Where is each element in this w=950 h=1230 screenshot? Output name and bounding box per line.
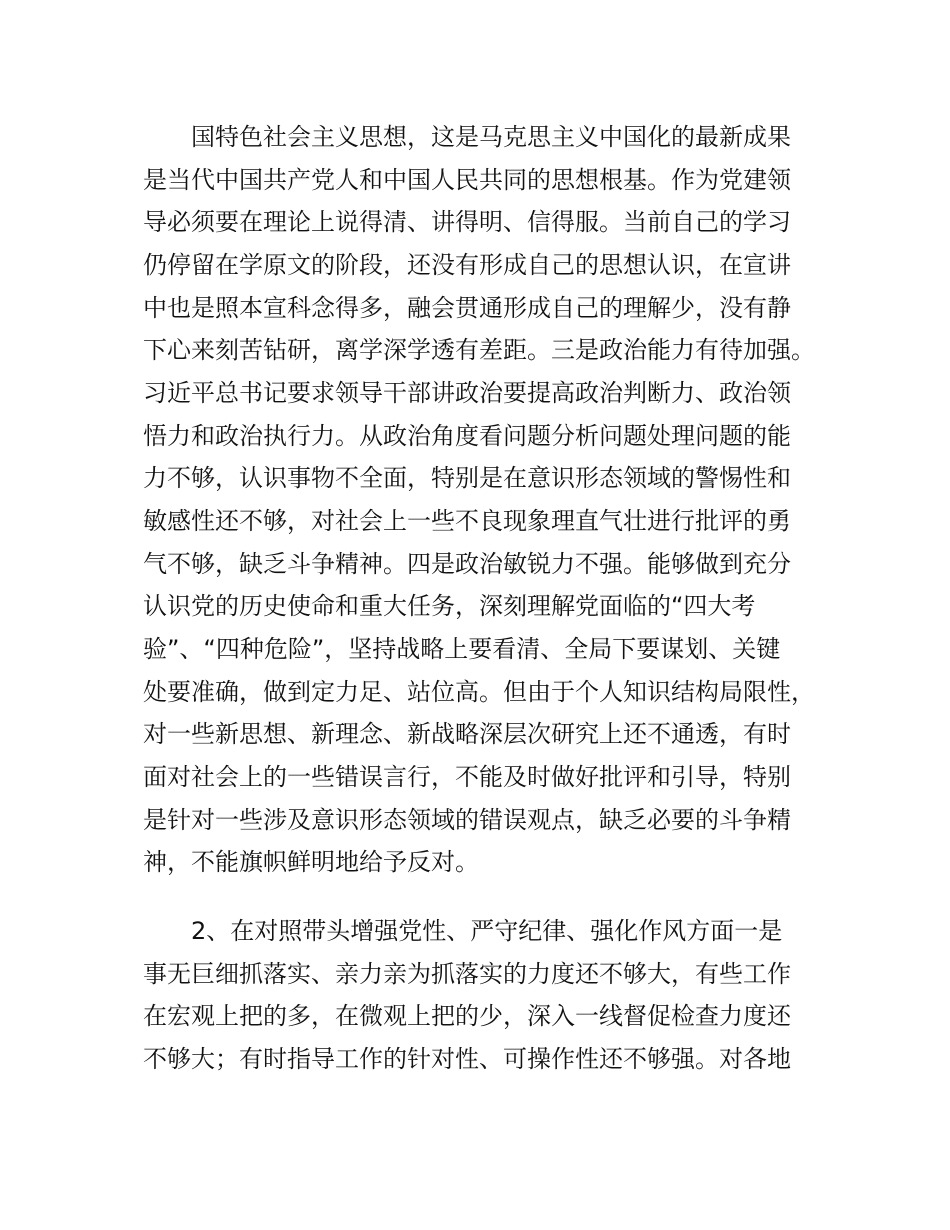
text-line: 国特色社会主义思想，这是马克思主义中国化的最新成果 <box>191 123 791 151</box>
text-line: 验”、“四种危险”，坚持战略上要看清、全局下要谋划、关键 <box>143 635 781 663</box>
text-line: 是当代中国共产党人和中国人民共同的思想根基。作为党建领 <box>143 166 791 194</box>
text-line: 神，不能旗帜鲜明地给予反对。 <box>143 848 479 876</box>
text-line: 认识党的历史使命和重大任务，深刻理解党面临的“四大考 <box>143 592 756 620</box>
text-line: 处要准确，做到定力足、站位高。但由于个人知识结构局限性， <box>143 678 815 706</box>
text-line: 是针对一些涉及意识形态领域的错误观点，缺乏必要的斗争精 <box>143 806 791 834</box>
text-line: 2、在对照带头增强党性、严守纪律、强化作风方面一是 <box>191 917 783 945</box>
text-line: 仍停留在学原文的阶段，还没有形成自己的思想认识，在宣讲 <box>143 251 791 279</box>
text-line: 导必须要在理论上说得清、讲得明、信得服。当前自己的学习 <box>143 208 791 236</box>
text-line: 对一些新思想、新理念、新战略深层次研究上还不通透，有时 <box>143 720 791 748</box>
text-line: 中也是照本宣科念得多，融会贯通形成自己的理解少，没有静 <box>143 294 791 322</box>
text-line: 敏感性还不够，对社会上一些不良现象理直气壮进行批评的勇 <box>143 507 791 535</box>
text-line: 面对社会上的一些错误言行，不能及时做好批评和引导，特别 <box>143 763 791 791</box>
text-line: 下心来刻苦钻研，离学深学透有差距。三是政治能力有待加强。 <box>143 336 815 364</box>
text-line: 不够大；有时指导工作的针对性、可操作性还不够强。对各地 <box>143 1045 791 1073</box>
text-line: 在宏观上把的多，在微观上把的少，深入一线督促检查力度还 <box>143 1002 791 1030</box>
text-line: 气不够，缺乏斗争精神。四是政治敏锐力不强。能够做到充分 <box>143 550 791 578</box>
text-line: 习近平总书记要求领导干部讲政治要提高政治判断力、政治领 <box>143 379 791 407</box>
text-line: 力不够，认识事物不全面，特别是在意识形态领域的警惕性和 <box>143 464 791 492</box>
text-line: 悟力和政治执行力。从政治角度看问题分析问题处理问题的能 <box>143 422 791 450</box>
text-line: 事无巨细抓落实、亲力亲为抓落实的力度还不够大，有些工作 <box>143 960 791 988</box>
